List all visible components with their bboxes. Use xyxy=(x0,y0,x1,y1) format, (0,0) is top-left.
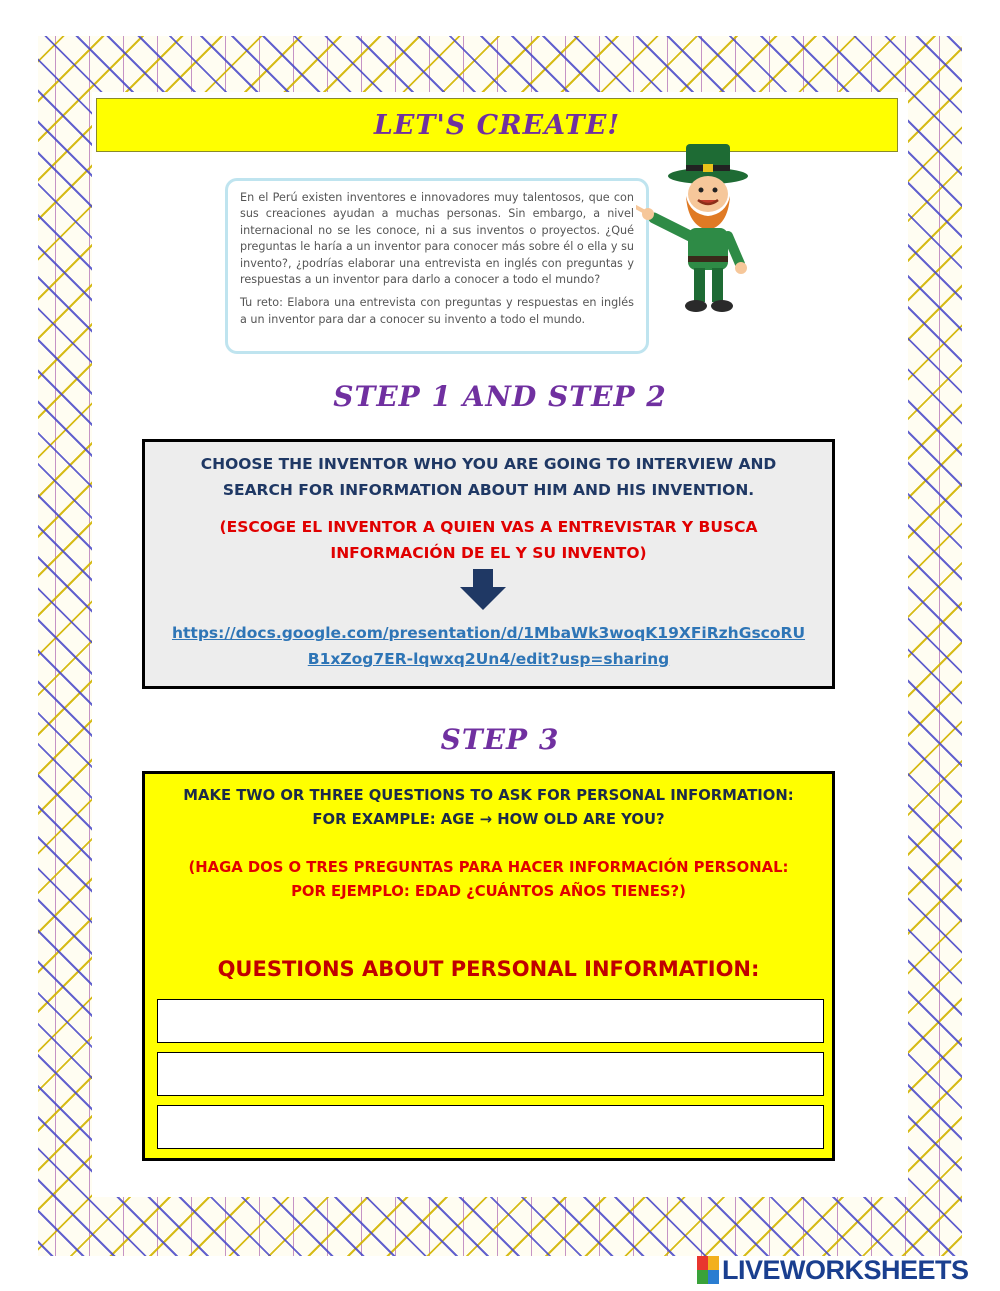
logo-badge-icon xyxy=(697,1256,719,1284)
answer-field-3[interactable] xyxy=(157,1105,824,1149)
answer-field-2[interactable] xyxy=(157,1052,824,1096)
translation-line: POR EJEMPLO: EDAD ¿CUÁNTOS AÑOS TIENES?) xyxy=(291,883,686,900)
intro-paragraph: En el Perú existen inventores e innovadores muy talentosos, que con sus creaciones ayudan a muchas personas. Sin embargo, a nivel internacional no se les conoce, ni a sus inventos o proyectos. ¿Qué preguntas le haría a un inventor para conocer más sobre él o ella y su invento?, ¿podrías elaborar una entrevista en inglés con preguntas y respuestas a un inventor para darlo a conocer a todo el mundo? xyxy=(240,191,634,287)
resource-link-line[interactable]: https://docs.google.com/presentation/d/1MbaWk3woqK19XFiRzhGscoRU xyxy=(171,624,806,642)
resource-link[interactable] xyxy=(145,620,832,646)
instruction-line: CHOOSE THE INVENTOR WHO YOU ARE GOING TO INTERVIEW AND xyxy=(200,455,777,473)
translation-line: INFORMACIÓN DE EL Y SU INVENTO) xyxy=(330,544,647,562)
instruction-line: MAKE TWO OR THREE QUESTIONS TO ASK FOR PERSONAL INFORMATION: xyxy=(183,787,794,804)
resource-link-line[interactable]: B1xZog7ER-lqwxq2Un4/edit?usp=sharing xyxy=(307,650,670,668)
instruction-line: SEARCH FOR INFORMATION ABOUT HIM AND HIS INVENTION. xyxy=(222,481,755,499)
down-arrow-icon xyxy=(458,569,508,611)
leprechaun-illustration xyxy=(636,138,766,316)
resource-link[interactable] xyxy=(145,646,832,672)
instruction-line: FOR EXAMPLE: AGE → HOW OLD ARE YOU? xyxy=(312,811,665,828)
answers-title: QUESTIONS ABOUT PERSONAL INFORMATION: xyxy=(217,957,760,981)
challenge-paragraph: Tu reto: Elabora una entrevista con preguntas y respuestas en inglés a un inventor para dar a conocer su invento a todo el mundo. xyxy=(240,296,634,326)
liveworksheets-logo[interactable] xyxy=(697,1254,969,1286)
answer-field-1[interactable] xyxy=(157,999,824,1043)
brand-name: LIVEWORKSHEETS xyxy=(722,1254,969,1285)
translation-line: (HAGA DOS O TRES PREGUNTAS PARA HACER INFORMACIÓN PERSONAL: xyxy=(188,859,789,876)
step-3-heading: STEP 3 xyxy=(440,723,560,756)
translation-line: (ESCOGE EL INVENTOR A QUIEN VAS A ENTREVISTAR Y BUSCA xyxy=(219,518,758,536)
step-1-2-box xyxy=(142,439,835,689)
step-3-box xyxy=(142,771,835,1161)
step-1-2-heading: STEP 1 AND STEP 2 xyxy=(333,380,667,413)
page-title: LET'S CREATE! xyxy=(373,109,621,141)
title-banner xyxy=(96,98,898,152)
intro-box xyxy=(225,178,649,354)
